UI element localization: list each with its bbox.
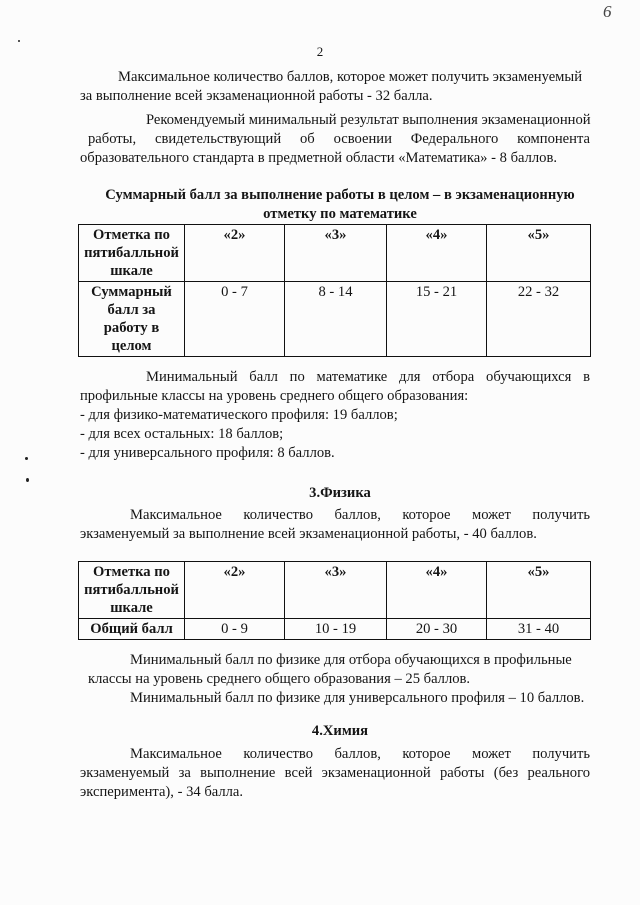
math-grade-2: «2» [185, 225, 285, 282]
math-min-list-item-1: - для физико-математического профиля: 19 баллов; [80, 407, 398, 423]
math-max-score-line-1: Максимальное количество баллов, которое может получить экзаменуемый [118, 69, 583, 85]
math-min-list-item-2: - для всех остальных: 18 баллов; [80, 426, 284, 442]
physics-score-range-5: 31 - 40 [487, 619, 591, 640]
math-grade-5: «5» [487, 225, 591, 282]
physics-min-universal: Минимальный балл по физике для универсального профиля – 10 баллов. [130, 690, 585, 706]
physics-score-header-cell: Общий балл [79, 619, 185, 640]
physics-table-grade-row [79, 562, 591, 619]
math-grade-4: «4» [387, 225, 487, 282]
physics-heading: 3.Физика [309, 485, 371, 501]
math-min-line-1: Минимальный балл по математике для отбора обучающихся в [146, 369, 590, 385]
page-number: 2 [316, 44, 324, 59]
chemistry-max-score-line-3: эксперимента), - 34 балла. [80, 784, 244, 800]
scan-speck [18, 40, 20, 42]
physics-max-score-line-1: Максимальное количество баллов, которое может получить [130, 507, 590, 523]
physics-min-line-1: Минимальный балл по физике для отбора обучающихся в профильные [130, 652, 572, 668]
physics-grade-table [78, 561, 591, 640]
physics-grade-2: «2» [185, 562, 285, 619]
math-score-range-5: 22 - 32 [487, 282, 591, 357]
math-recommended-line-1: Рекомендуемый минимальный результат выполнения экзаменационной [146, 112, 591, 128]
math-grade-header-cell: Отметка по пятибалльной шкале [79, 225, 185, 282]
math-table-title-line-1: Суммарный балл за выполнение работы в целом – в экзаменационную [105, 187, 575, 203]
math-max-score-line-2: за выполнение всей экзаменационной работы - 32 балла. [80, 88, 433, 104]
physics-score-range-3: 10 - 19 [285, 619, 387, 640]
math-score-range-4: 15 - 21 [387, 282, 487, 357]
math-recommended-line-3: образовательного стандарта в предметной области «Математика» - 8 баллов. [80, 150, 558, 166]
scan-speck [25, 457, 28, 460]
math-table-grade-row [79, 225, 591, 282]
math-grade-3: «3» [285, 225, 387, 282]
math-min-list-item-3: - для универсального профиля: 8 баллов. [80, 445, 335, 461]
math-table-title-line-2: отметку по математике [263, 206, 417, 222]
physics-grade-5: «5» [487, 562, 591, 619]
physics-grade-header-cell: Отметка по пятибалльной шкале [79, 562, 185, 619]
chemistry-max-score-line-1: Максимальное количество баллов, которое может получить [130, 746, 590, 762]
physics-min-line-2: классы на уровень среднего общего образования – 25 баллов. [88, 671, 471, 687]
math-score-range-3: 8 - 14 [285, 282, 387, 357]
math-recommended-line-2: работы, свидетельствующий об освоении Федерального компонента [88, 131, 590, 147]
physics-score-range-2: 0 - 9 [185, 619, 285, 640]
math-score-header-cell: Суммарный балл за работу в целом [79, 282, 185, 357]
physics-grade-4: «4» [387, 562, 487, 619]
chemistry-heading: 4.Химия [311, 723, 369, 739]
chemistry-max-score-line-2: экзаменуемый за выполнение всей экзаменационной работы (без реального [80, 765, 590, 781]
physics-grade-3: «3» [285, 562, 387, 619]
math-grade-table [78, 224, 591, 357]
physics-table-score-row [79, 619, 591, 640]
handwritten-page-mark: 6 [603, 2, 612, 21]
scan-speck [26, 478, 29, 482]
math-table-score-row [79, 282, 591, 357]
math-min-line-2: профильные классы на уровень среднего общего образования: [80, 388, 469, 404]
physics-max-score-line-2: экзаменуемый за выполнение всей экзаменационной работы, - 40 баллов. [80, 526, 537, 542]
math-score-range-2: 0 - 7 [185, 282, 285, 357]
physics-score-range-4: 20 - 30 [387, 619, 487, 640]
